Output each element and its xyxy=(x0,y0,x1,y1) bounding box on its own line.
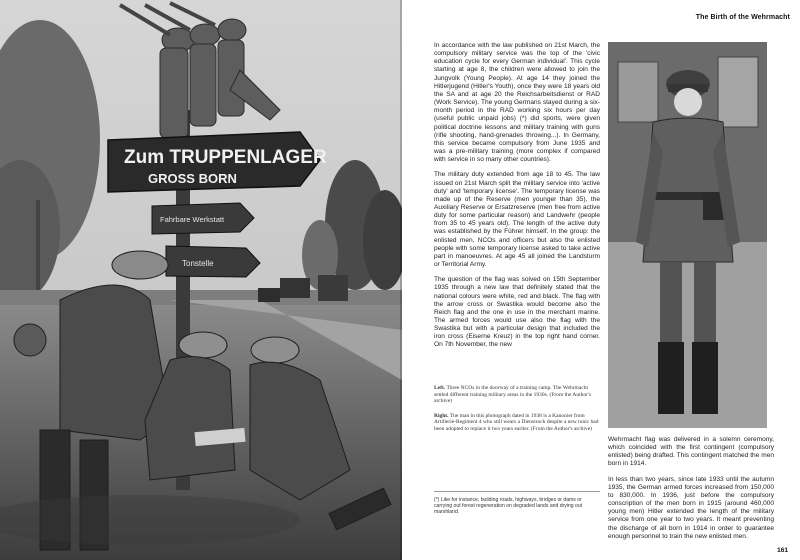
soldier-portrait-illustration xyxy=(608,42,767,428)
caption-right-text: The man in this photograph dated in 1938 is a Kanonier from Artillerie-Regiment 4 who still wears a Dienstrock despite a new tunic had been adopted to replace it two years earlier. (From the Author's archive) xyxy=(434,412,599,432)
paragraph: The question of the flag was solved on 15th September 1935 through a new law that definitely stated that the national colours were white, red and black. The flag with the arrow cross or Swastika would become also the Reich flag and the one in use in the merchant marine. The armed forces would use also the flag with the Swastika but with a particular design that included the iron cross (Eiserne Kreuz) in the top right hand corner. On 7th November, the new xyxy=(434,276,600,349)
paragraph: Wehrmacht flag was delivered in a solemn ceremony, which coincided with the first contingent (compulsory enlisted) being drafted. This contingent matched the men born in 1914. xyxy=(608,436,774,468)
footnote: (*) Like for instance, building roads, highways, bridges or dams or carrying out forest regeneration on degraded lands and drying out marshland. xyxy=(434,497,583,516)
running-title: The Birth of the Wehrmacht xyxy=(695,14,790,21)
right-page xyxy=(402,0,800,560)
paragraph: The military duty extended from age 18 to 45. The law issued on 21st March split the military service into 'active duty' and 'temporary license'. The temporary license was made up of the Reserve (men younger than 35), the Auxiliary Reserve or Ersatzreserve (men free from active duty for some particular reason) and Landwehr (people from 35 to 45 years old). The length of the active duty was established by the Führer himself. In the group: the enlisted men, NCOs and officers but also the enlisted people with some temporary license asked to take active part in manoeuvres. At age 45 all joined the Landsturm or Territorial Army. xyxy=(434,171,600,269)
sign-text-line2: GROSS BORN xyxy=(148,171,237,186)
sign-text-line1: Zum TRUPPENLAGER xyxy=(124,147,327,168)
soldier-portrait-photo xyxy=(608,42,767,428)
page-number: 161 xyxy=(777,547,788,554)
photo-captions xyxy=(434,385,600,441)
caption-left-label: Left. xyxy=(434,385,446,391)
caption-right xyxy=(434,413,600,433)
paragraph: In less than two years, since late 1933 until the autumn 1935, the German armed forces increased from 150,000 to 830,000. In 1936, just before the compulsory conscription of the men born in 1915 (around 460,000 young men) Hitler extended the length of the military service from one year to two years. It meant preventing the discharge of all born in 1914 in order to guarantee enough personnel to train the new enlisted men. xyxy=(608,475,774,540)
caption-left-text: Three NCOs in the doorway of a training camp. The Wehrmacht settled different training military areas in the 1930s. (From the Author's archive) xyxy=(434,385,592,405)
caption-left xyxy=(434,385,600,405)
paragraph: In accordance with the law published on 21st March, the compulsory military service was the top of the 'civic education cycle for every German individual'. This cycle starting at age 8, the children were allowed to join the Jungvolk (Young People). At age 14 they joined the Hitlerjugend (Hitler's Youth), once they were 18 years old the SA and at age 20 the Reichsarbeitsdienst or RAD (Work Service). The young Germans stayed during a six-month period in the RAD working six hours per day (useful public unpaid jobs) (*) did sports, were given political doctrine lessons and military training with guns (rifle shooting, hand-grenades throwing...). In Germany, this service became compulsory from June 1935 and was a pre-military training (more complex if compared with service in so many other countries). xyxy=(434,42,600,164)
arrow-sign-2: Tonstelle xyxy=(182,259,214,268)
text-column-1 xyxy=(434,42,600,357)
text-column-2 xyxy=(608,436,774,548)
caption-right-label: Right. xyxy=(434,412,449,419)
footnote-rule xyxy=(434,491,600,492)
arrow-sign-1: Fahrbare Werkstatt xyxy=(160,215,225,224)
